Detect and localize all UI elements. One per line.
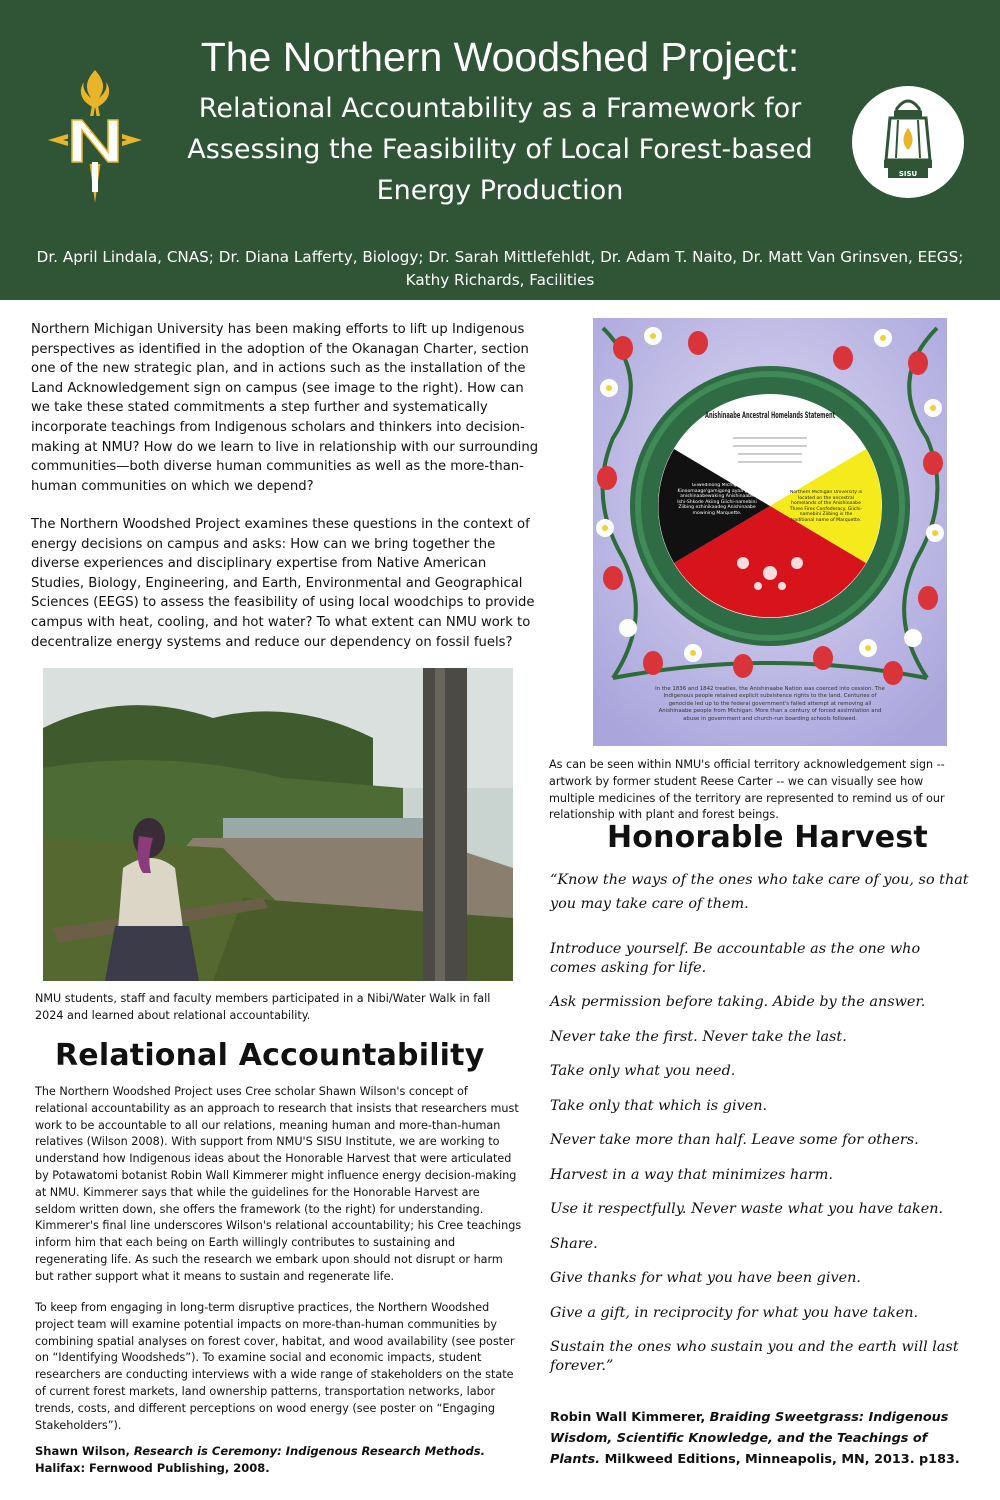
- honorable-harvest-heading: Honorable Harvest: [607, 820, 928, 855]
- kimmerer-reference: [550, 1407, 960, 1470]
- harvest-line: Sustain the ones who sustain you and the earth will last forever.”: [550, 1339, 959, 1374]
- kimmerer-ref-title: Braiding Sweetgrass: Indigenous Wisdom, Scientific Knowledge, and the Teachings of Plants.: [550, 1410, 949, 1467]
- header-banner: [0, 0, 1000, 300]
- harvest-line: Ask permission before taking. Abide by the answer.: [550, 994, 926, 1010]
- harvest-line: Take only that which is given.: [550, 1097, 768, 1114]
- sign-bottom-text: In the 1836 and 1842 treaties, the Anishinaabe Nation was coerced into cession. The Indigenous people retained explicit subsistence rights to the land. Centuries of genocide led up to the federal government's failed attempt at removing all Anishinaabe people from Michigan. More than a century of forced assimilation and abuse in government and church-run boarding schools followed.: [655, 686, 885, 722]
- harvest-line: Take only what you need.: [550, 1063, 736, 1079]
- land-acknowledgement-sign: [593, 318, 947, 746]
- poster-subtitle: Relational Accountability as a Framework for Assessing the Feasibility of Local Forest-based Energy Production: [187, 93, 813, 206]
- lantern-icon: [852, 86, 964, 198]
- poster-title: The Northern Woodshed Project:: [200, 34, 800, 80]
- harvest-line: Give thanks for what you have been given.: [550, 1270, 861, 1286]
- sign-left-text: Giiwedinong Michigan Kinoomaage'gamigong ayaa gete-anishinaabewaking Anishinaabe Ishi-Shkode Akiing Giichi-namebini Ziibing ezhinikaadeg Anishinaabe mowining Marquette.: [677, 483, 757, 516]
- honorable-harvest-list: [550, 868, 970, 1392]
- sign-caption: As can be seen within NMU's official territory acknowledgement sign -- artwork by former student Reese Carter -- we can visually see how multiple medicines of the territory are represented to remind us of our relationship with plant and forest beings.: [549, 758, 945, 822]
- sign-title: Anishinaabe Ancestral Homelands Statement: [705, 411, 835, 421]
- wilson-ref-author: Shawn Wilson,: [35, 1444, 134, 1458]
- relational-paragraph-2: To keep from engaging in long-term disruptive practices, the Northern Woodshed project team will examine potential impacts on more-than-human communities by combining spatial analyses on forest cover, habitat, and wood availability (see poster on “Identifying Woodsheds”). To examine social and economic impacts, student researchers are conducting interviews with a wide range of stakeholders on the state of current forest markets, land ownership patterns, transportation networks, labor trends, costs, and different perceptions on wood energy (see poster on “Engaging Stakeholders”).: [35, 1301, 515, 1432]
- wilson-ref-title: Research is Ceremony: Indigenous Research Methods.: [133, 1444, 485, 1458]
- harvest-line: Never take the first. Never take the last.: [550, 1028, 847, 1045]
- photo-caption: NMU students, staff and faculty members participated in a Nibi/Water Walk in fall 2024 and learned about relational accountability.: [35, 992, 491, 1022]
- wilson-ref-rest: Halifax: Fernwood Publishing, 2008.: [35, 1461, 270, 1475]
- nmu-logo-icon: [32, 68, 158, 213]
- harvest-line: Introduce yourself. Be accountable as the one who comes asking for life.: [550, 941, 921, 976]
- relational-paragraph-1: The Northern Woodshed Project uses Cree scholar Shawn Wilson's concept of relational accountability as an approach to research that insists that researchers must work to be accountable to all our relations, meaning human and more-than-human relatives (Wilson 2008). With support from NMU'S SISU Institute, we are working to understand how Indigenous ideas about the Honorable Harvest that were articulated by Potawatomi botanist Robin Wall Kimmerer might influence energy decision-making at NMU. Kimmerer says that while the guidelines for the Honorable Harvest are seldom written down, she offers the framework (to the right) for understanding. Kimmerer's final line underscores Wilson's relational accountability; his Cree teachings inform him that each being on Earth willingly contributes to sustaining and regenerating life. As such the research we embark upon should not disrupt or harm but rather support what it means to sustain and regenerate life.: [35, 1085, 522, 1283]
- sisu-logo: [852, 86, 964, 198]
- sign-right-text: Northern Michigan University is located on the ancestral homelands of the Anishinaabe Three Fires Confederacy. Giichi-namebini Ziibing is the traditional name of Marquette.: [789, 490, 863, 523]
- harvest-line: Use it respectfully. Never waste what you have taken.: [550, 1201, 944, 1217]
- wilson-reference: [35, 1443, 505, 1477]
- water-walk-photo: [43, 668, 513, 981]
- intro-paragraph-1: Northern Michigan University has been making efforts to lift up Indigenous perspectives as identified in the adoption of the Okanagan Charter, section one of the new strategic plan, and in actions such as the installation of the Land Acknowledgement sign on campus (see image to the right). How can we take these stated commitments a step further and systematically incorporate teachings from Indigenous scholars and thinkers into decision-making at NMU? How do we learn to live in relationship with our surrounding communities—both diverse human communities as well as the more-than-human communities on which we depend?: [31, 322, 539, 494]
- harvest-line: Share.: [550, 1235, 598, 1252]
- harvest-line: Never take more than half. Leave some for others.: [550, 1132, 919, 1148]
- sisu-label: SISU: [898, 170, 918, 178]
- harvest-line: Give a gift, in reciprocity for what you have taken.: [550, 1304, 919, 1321]
- author-list: Dr. April Lindala, CNAS; Dr. Diana Lafferty, Biology; Dr. Sarah Mittlefehldt, Dr. Adam T. Naito, Dr. Matt Van Grinsven, EEGS; Kathy Richards, Facilities: [36, 248, 964, 289]
- intro-paragraph-2: The Northern Woodshed Project examines these questions in the context of energy decisions on campus and asks: How can we bring together the diverse experiences and disciplinary expertise from Native American Studies, Biology, Engineering, and Earth, Environmental and Geographical Sciences (EEGS) to assess the feasibility of using local woodchips to provide campus with heat, cooling, and hot water? To what extent can NMU work to decentralize energy systems and reduce our dependency on fossil fuels?: [31, 517, 535, 650]
- kimmerer-ref-rest: Milkweed Editions, Minneapolis, MN, 2013. p183.: [600, 1452, 960, 1467]
- harvest-line: “Know the ways of the ones who take care of you, so that you may take care of them.: [550, 872, 969, 912]
- kimmerer-ref-author: Robin Wall Kimmerer,: [550, 1410, 710, 1425]
- relational-heading: Relational Accountability: [55, 1038, 485, 1073]
- harvest-line: Harvest in a way that minimizes harm.: [550, 1166, 833, 1183]
